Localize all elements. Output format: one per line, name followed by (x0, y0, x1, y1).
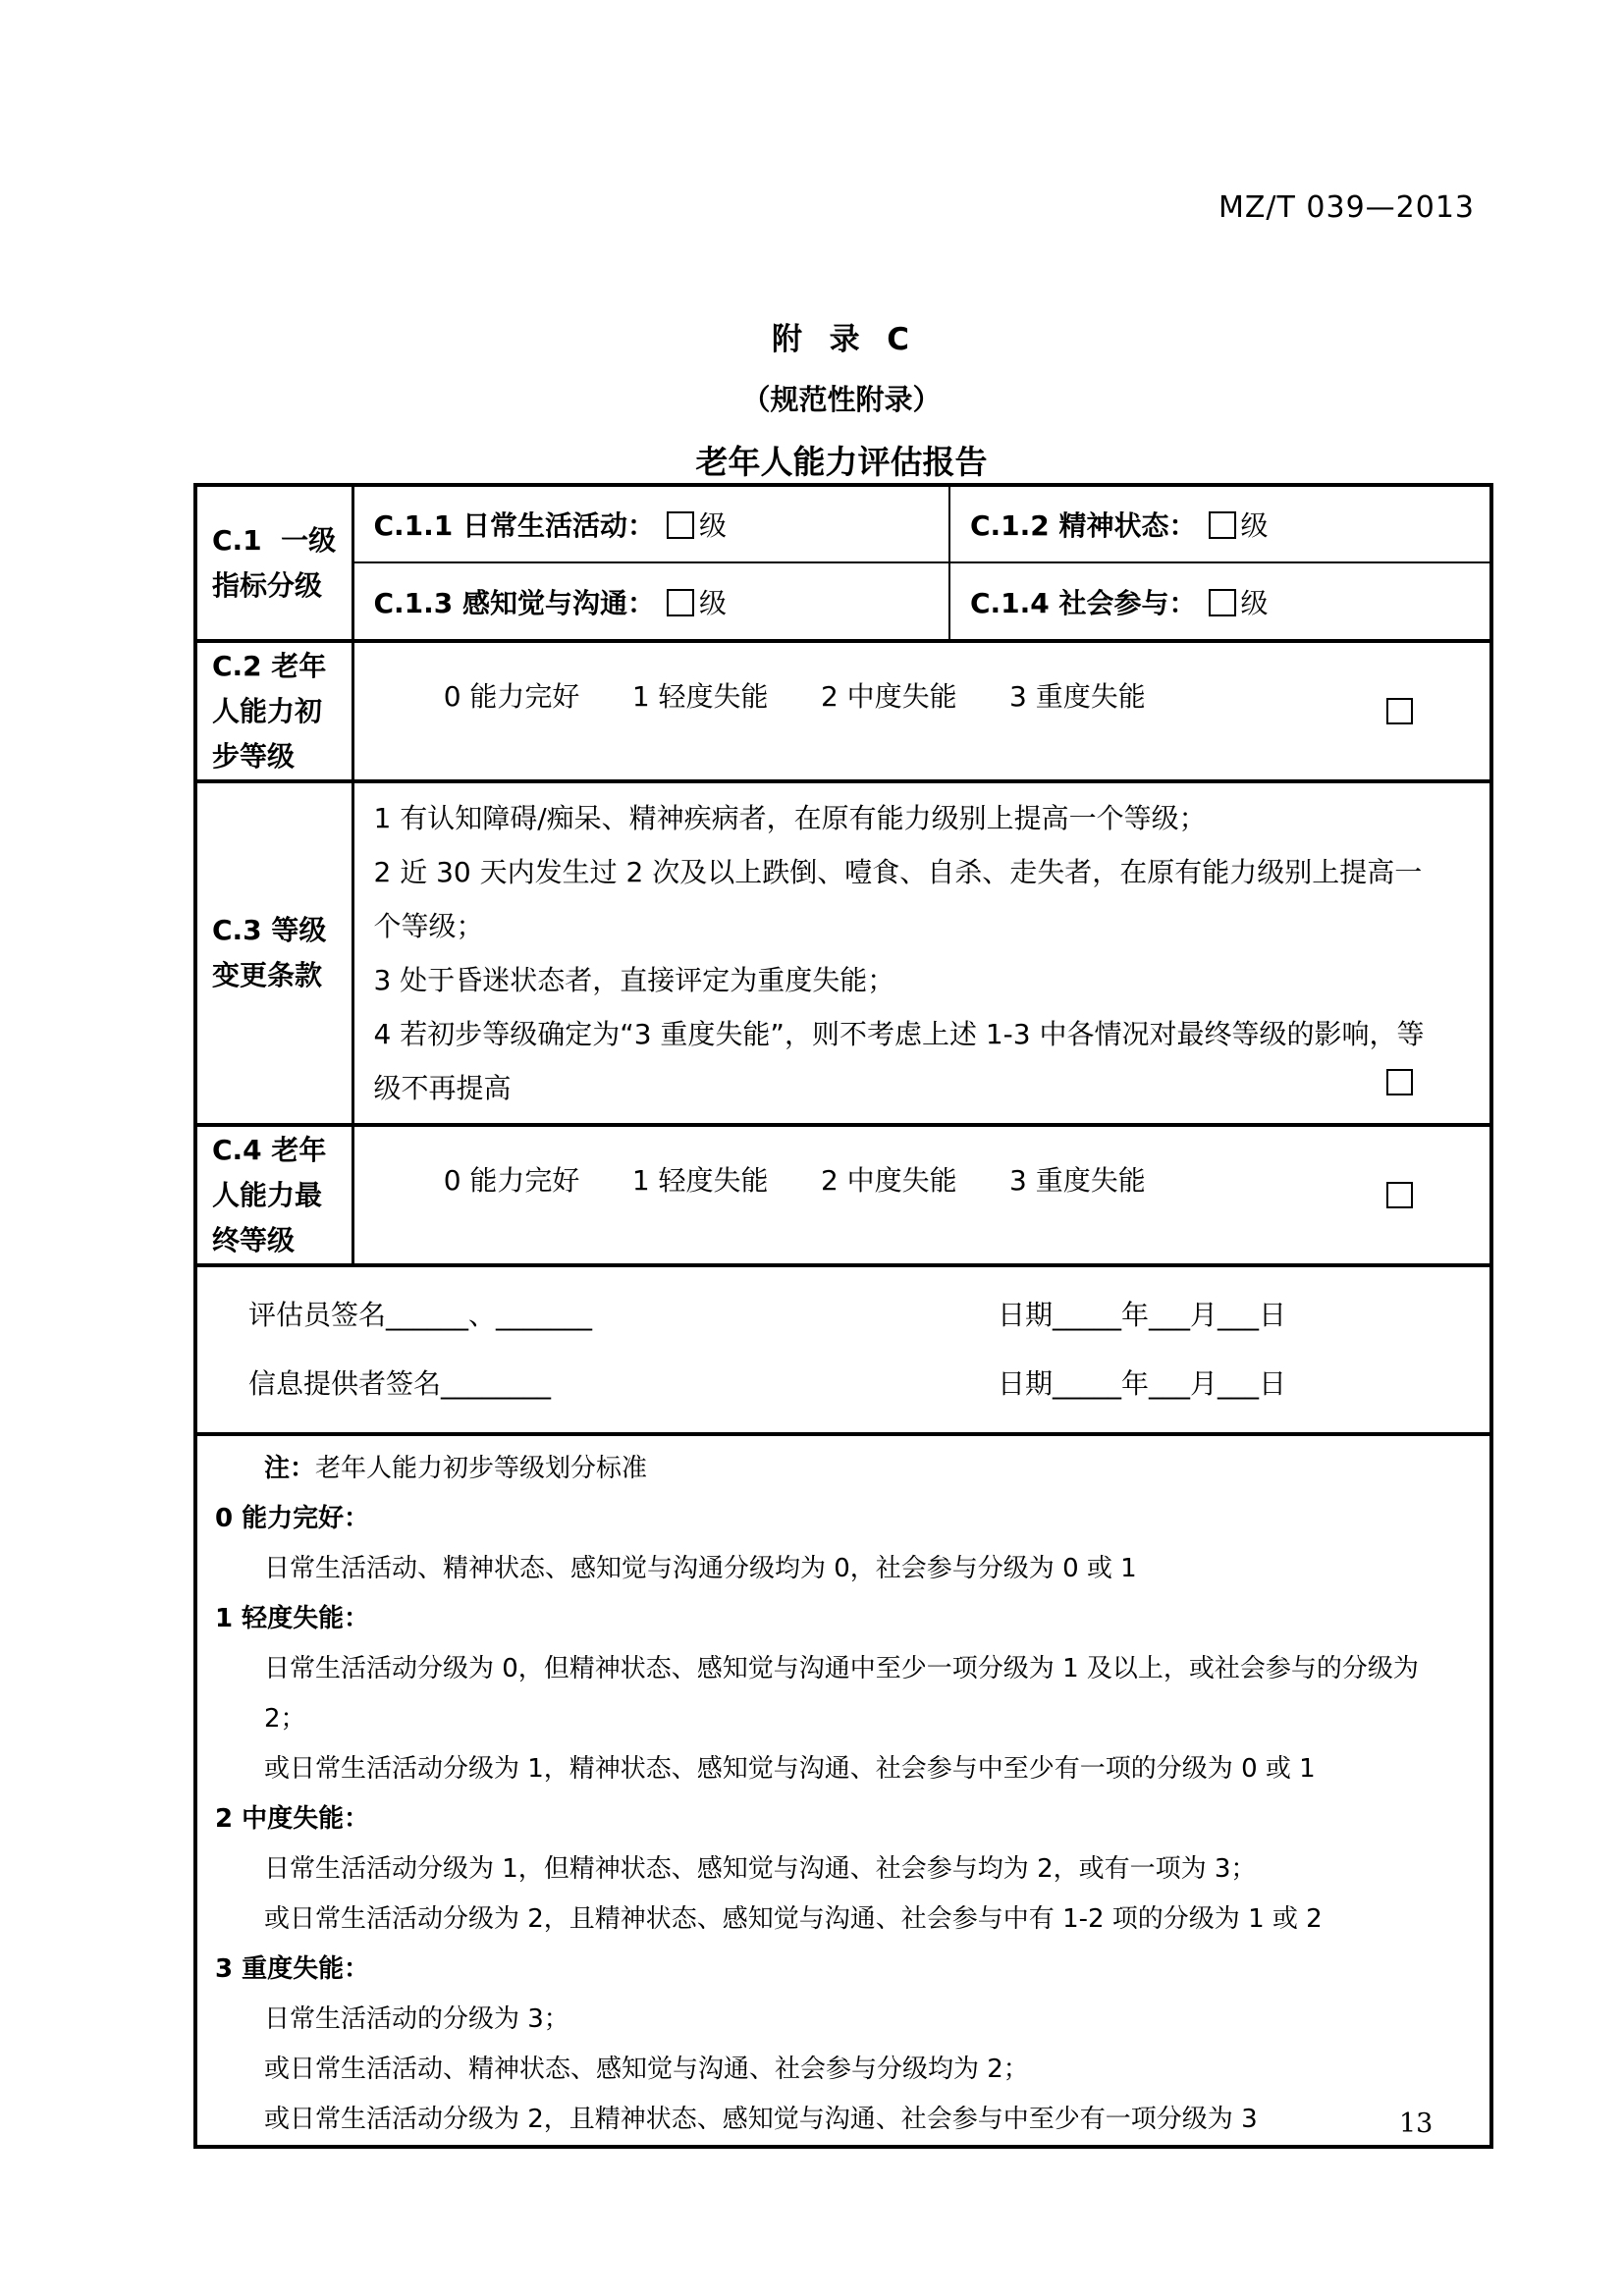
notes-heading-text: 老年人能力初步等级划分标准 (315, 1454, 648, 1483)
c1-1-grade-checkbox[interactable] (667, 511, 694, 539)
c3-clauses-cell (352, 781, 1491, 1125)
c2-grade-checkbox[interactable] (1386, 698, 1413, 724)
assessor-signature-line: 评估员签名______、_______ (248, 1299, 593, 1331)
note-line: 或日常生活活动、精神状态、感知觉与沟通、社会参与分级均为 2； (264, 2055, 1029, 2084)
c1-label: C.1 一级指标分级 (212, 523, 337, 602)
assessor-signature-row (197, 1281, 1489, 1350)
note-head-0: 0 能力完好： (215, 1504, 370, 1533)
appendix-type: （规范性附录） (741, 383, 942, 416)
c1-4-label: C.1.4 社会参与： (970, 586, 1197, 619)
page-number: 13 (1399, 2109, 1434, 2139)
c1-4-cell (949, 562, 1491, 641)
informant-signature-line: 信息提供者签名________ (248, 1367, 552, 1400)
notes-section (195, 1434, 1491, 2147)
c1-3-grade-suffix: 级 (699, 586, 728, 619)
c4-options: 0 能力完好 1 轻度失能 2 中度失能 3 重度失能 (443, 1164, 1146, 1197)
c1-3-cell (352, 562, 949, 641)
c1-label-cell (195, 485, 352, 641)
note-line: 或日常生活活动分级为 2，且精神状态、感知觉与沟通、社会参与中至少有一项分级为 3 (264, 2105, 1258, 2134)
c3-clause-2: 2 近 30 天内发生过 2 次及以上跌倒、噎食、自杀、走失者，在原有能力级别上提高一个等级； (373, 856, 1423, 942)
c4-label-cell (195, 1125, 352, 1265)
c3-apply-checkbox[interactable] (1386, 1069, 1413, 1095)
c1-3-label: C.1.3 感知觉与沟通： (373, 586, 656, 619)
note-line: 日常生活活动分级为 0，但精神状态、感知觉与沟通中至少一项分级为 1 及以上，或社会参与的分级为 2； (264, 1654, 1419, 1734)
note-line: 或日常生活活动分级为 1，精神状态、感知觉与沟通、社会参与中至少有一项的分级为 0 或 1 (264, 1754, 1316, 1784)
signature-section (195, 1265, 1491, 1434)
c2-options: 0 能力完好 1 轻度失能 2 中度失能 3 重度失能 (443, 680, 1146, 713)
informant-date-line: 日期_____年___月___日 (998, 1367, 1287, 1400)
standard-code: MZ/T 039—2013 (1218, 190, 1475, 225)
c3-clause-3: 3 处于昏迷状态者，直接评定为重度失能； (373, 964, 895, 996)
assessor-date-line: 日期_____年___月___日 (998, 1299, 1287, 1331)
c1-3-grade-checkbox[interactable] (667, 589, 694, 616)
c1-1-grade-suffix: 级 (699, 509, 728, 542)
note-line: 或日常生活活动分级为 2，且精神状态、感知觉与沟通、社会参与中有 1-2 项的分级为 1 或 2 (264, 1904, 1323, 1934)
informant-signature-row (197, 1350, 1489, 1418)
title-block (193, 314, 1489, 483)
c3-clause-4: 4 若初步等级确定为“3 重度失能”，则不考虑上述 1-3 中各情况对最终等级的影响，等级不再提高 (373, 1018, 1425, 1104)
appendix-heading: 附 录 C (772, 322, 911, 357)
notes-heading-label: 注： (264, 1454, 316, 1483)
note-line: 日常生活活动分级为 1，但精神状态、感知觉与沟通、社会参与均为 2，或有一项为 3； (264, 1854, 1257, 1884)
c4-grade-checkbox[interactable] (1386, 1182, 1413, 1208)
c2-label-cell (195, 641, 352, 781)
c1-2-cell (949, 485, 1491, 562)
note-head-3: 3 重度失能： (215, 1954, 370, 1984)
note-line: 日常生活活动的分级为 3； (264, 2004, 569, 2034)
c1-1-label: C.1.1 日常生活活动： (373, 509, 656, 542)
note-head-2: 2 中度失能： (215, 1804, 370, 1834)
report-title: 老年人能力评估报告 (695, 443, 988, 481)
c3-label-cell (195, 781, 352, 1125)
c2-options-cell (352, 641, 1491, 781)
assessment-report-table (193, 483, 1493, 2149)
c3-label: C.3 等级变更条款 (212, 914, 327, 991)
note-head-1: 1 轻度失能： (215, 1604, 370, 1633)
c1-2-grade-checkbox[interactable] (1209, 511, 1236, 539)
c1-1-cell (352, 485, 949, 562)
c4-options-cell (352, 1125, 1491, 1265)
c1-2-grade-suffix: 级 (1240, 509, 1269, 542)
c2-label: C.2 老年人能力初步等级 (212, 649, 327, 773)
notes-heading (215, 1444, 1460, 1494)
c1-4-grade-suffix: 级 (1240, 586, 1269, 619)
c3-clause-1: 1 有认知障碍/痴呆、精神疾病者，在原有能力级别上提高一个等级； (373, 802, 1207, 834)
c1-4-grade-checkbox[interactable] (1209, 589, 1236, 616)
c1-2-label: C.1.2 精神状态： (970, 509, 1197, 542)
note-line: 日常生活活动、精神状态、感知觉与沟通分级均为 0，社会参与分级为 0 或 1 (264, 1554, 1137, 1583)
c4-label: C.4 老年人能力最终等级 (212, 1133, 327, 1256)
